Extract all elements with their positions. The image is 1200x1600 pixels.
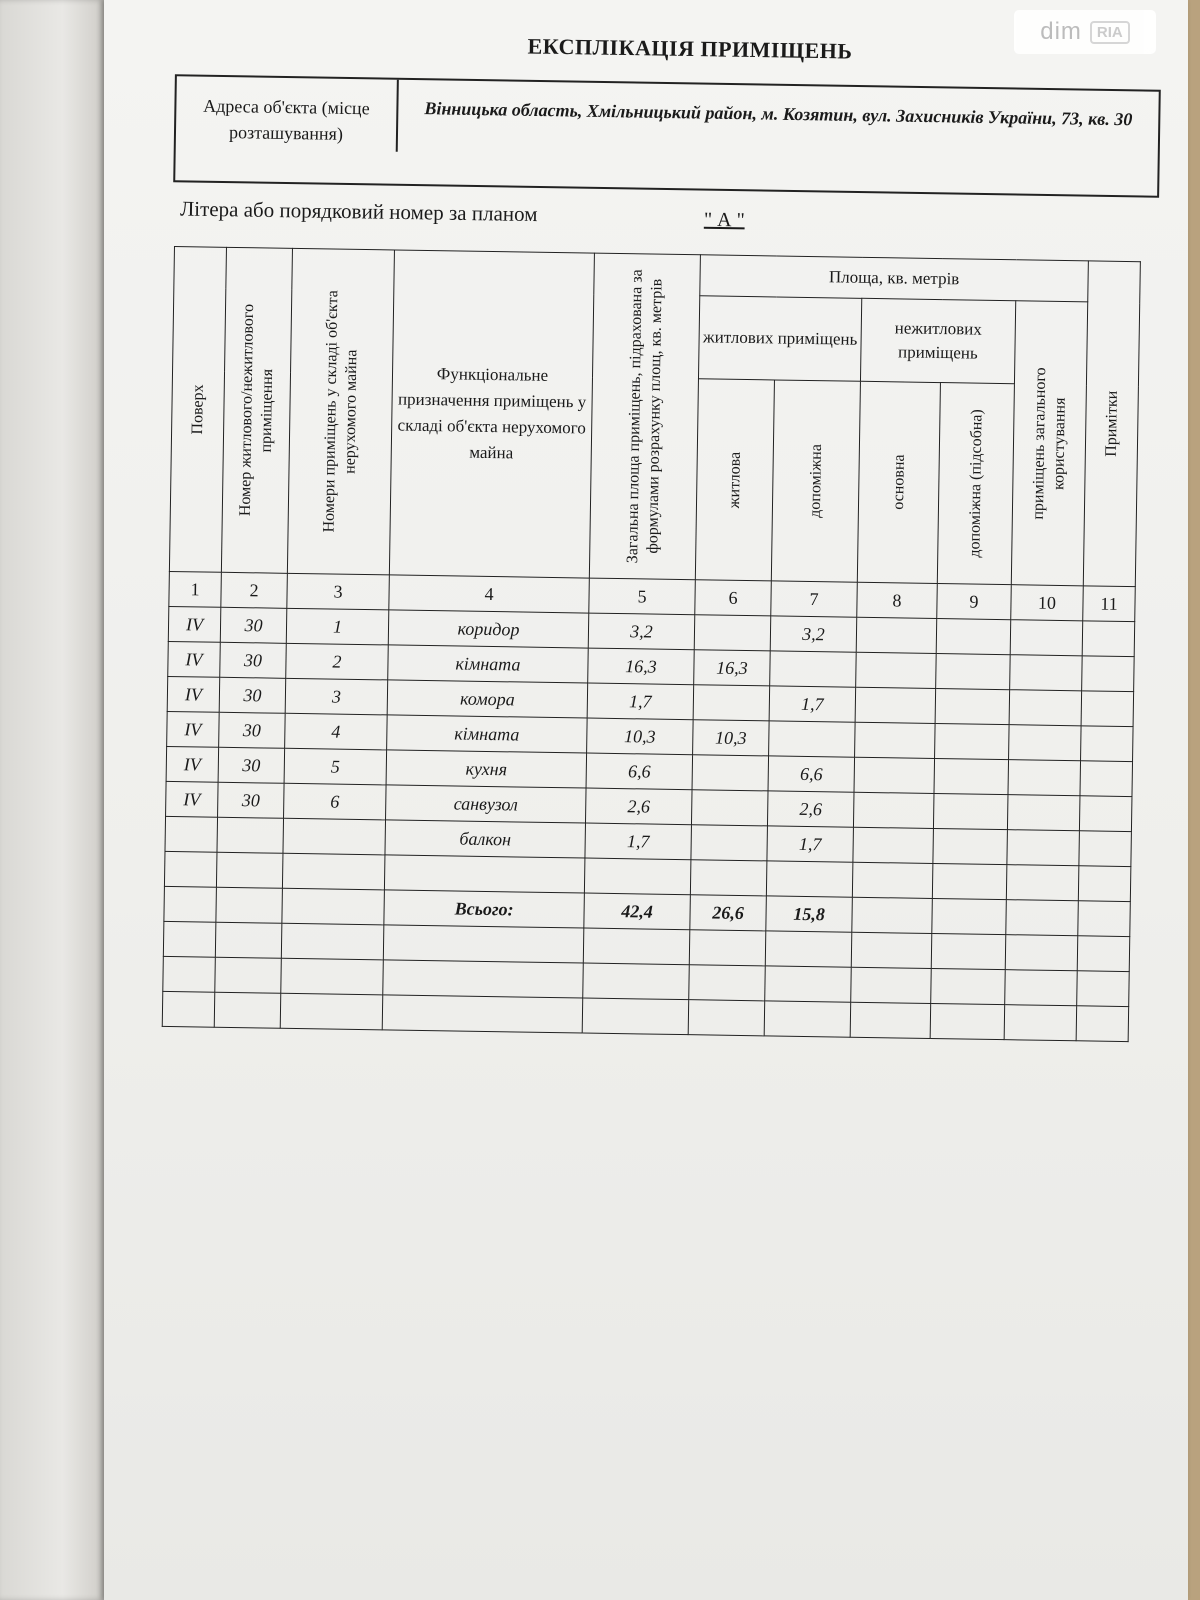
explication-table [162, 246, 1141, 1042]
cell-premise: 30 [219, 677, 286, 713]
cell-living [693, 685, 770, 721]
col-num: 6 [695, 580, 772, 616]
cell-room: 3 [285, 678, 388, 715]
cell-premise: 30 [218, 747, 285, 783]
header-main: основна [857, 381, 940, 583]
cell-aux: 1,7 [767, 826, 854, 862]
cell-premise [217, 817, 284, 853]
cell-total: 2,6 [585, 788, 692, 825]
cell-room: 1 [286, 608, 389, 645]
header-premise-number: Номер житлового/нежитлового приміщення [221, 247, 292, 573]
total-aux: 15,8 [766, 896, 853, 932]
cell-floor: IV [167, 676, 220, 712]
header-notes: Примітки [1083, 261, 1140, 587]
cell-room: 6 [284, 783, 387, 820]
cell-living [691, 825, 768, 861]
cell-name: санвузол [386, 785, 587, 823]
cell-living: 10,3 [693, 720, 770, 756]
header-residential-group: житлових приміщень [698, 296, 861, 382]
header-area-group: Площа, кв. метрів [700, 255, 1089, 302]
total-label: Всього: [384, 890, 585, 928]
header-nonresidential-group: нежитлових приміщень [860, 298, 1015, 383]
cell-floor: IV [168, 641, 221, 677]
cell-aux: 3,2 [770, 616, 857, 652]
cell-name: кімната [388, 645, 589, 683]
col-num: 7 [771, 581, 858, 617]
header-living: житлова [695, 379, 774, 581]
cell-aux: 2,6 [767, 791, 854, 827]
header-room-numbers: Номери приміщень у складі об'єкта нерухомого майна [287, 248, 394, 575]
cell-aux [769, 721, 856, 757]
cell-room: 2 [286, 643, 389, 680]
col-num: 3 [287, 573, 390, 610]
watermark-logo [1014, 10, 1156, 54]
address-value: Вінницька область, Хмільницький район, м. Козятин, вул. Захисників України, 73, кв. 30 [424, 98, 1133, 130]
cell-name: кімната [387, 715, 588, 753]
cell-name: комора [387, 680, 588, 718]
cell-floor: IV [166, 746, 219, 782]
address-label: Адреса об'єкта (місце розташування) [176, 76, 399, 151]
col-num: 1 [169, 571, 222, 607]
col-num: 8 [857, 582, 938, 618]
header-function: Функціональне призначення приміщень у складі об'єкта нерухомого майна [389, 250, 594, 578]
cell-aux: 1,7 [769, 686, 856, 722]
adjacent-page [0, 0, 104, 1600]
col-num: 9 [937, 584, 1012, 620]
litera-label: Літера або порядковий номер за планом [179, 196, 538, 227]
document-title: ЕКСПЛІКАЦІЯ ПРИМІЩЕНЬ [527, 33, 853, 64]
cell-total: 16,3 [588, 648, 695, 685]
cell-aux [770, 651, 857, 687]
litera-value: " А " [703, 208, 745, 232]
watermark-sub: RIA [1090, 21, 1130, 44]
cell-living: 16,3 [694, 650, 771, 686]
address-box [173, 74, 1161, 197]
col-num: 2 [221, 572, 288, 608]
cell-living [694, 615, 771, 651]
cell-total: 10,3 [587, 718, 694, 755]
cell-floor [165, 816, 218, 852]
cell-name: балкон [385, 820, 586, 858]
cell-room: 5 [284, 748, 387, 785]
cell-floor: IV [167, 711, 220, 747]
cell-name: коридор [388, 610, 589, 648]
col-num: 10 [1011, 585, 1084, 621]
cell-premise: 30 [219, 712, 286, 748]
header-auxiliary: допоміжна [771, 380, 860, 582]
cell-total: 6,6 [586, 753, 693, 790]
cell-aux: 6,6 [768, 756, 855, 792]
cell-floor: IV [168, 606, 221, 642]
header-auxiliary-utility: допоміжна (підсобна) [937, 383, 1014, 585]
col-num: 11 [1083, 586, 1136, 622]
cell-floor: IV [166, 781, 219, 817]
cell-premise: 30 [220, 642, 287, 678]
cell-total: 1,7 [587, 683, 694, 720]
cell-premise: 30 [218, 782, 285, 818]
cell-total: 1,7 [585, 823, 692, 860]
cell-living [692, 755, 769, 791]
cell-living [691, 790, 768, 826]
cell-total: 3,2 [588, 613, 695, 650]
explication-table-wrap [161, 246, 1161, 1061]
cell-name: кухня [386, 750, 587, 788]
total-area: 42,4 [584, 893, 691, 930]
header-total-area: Загальна площа приміщень, підрахована за формулами розрахунку площ, кв. метрів [589, 253, 700, 580]
total-living: 26,6 [690, 895, 767, 931]
cell-room: 4 [285, 713, 388, 750]
cell-room [283, 818, 386, 855]
col-num: 5 [589, 578, 696, 615]
col-num: 4 [389, 575, 590, 613]
watermark-brand: dim [1040, 18, 1082, 45]
cell-premise: 30 [220, 607, 287, 643]
header-floor: Поверх [169, 247, 226, 573]
header-common-use: приміщень загального користування [1011, 301, 1087, 586]
